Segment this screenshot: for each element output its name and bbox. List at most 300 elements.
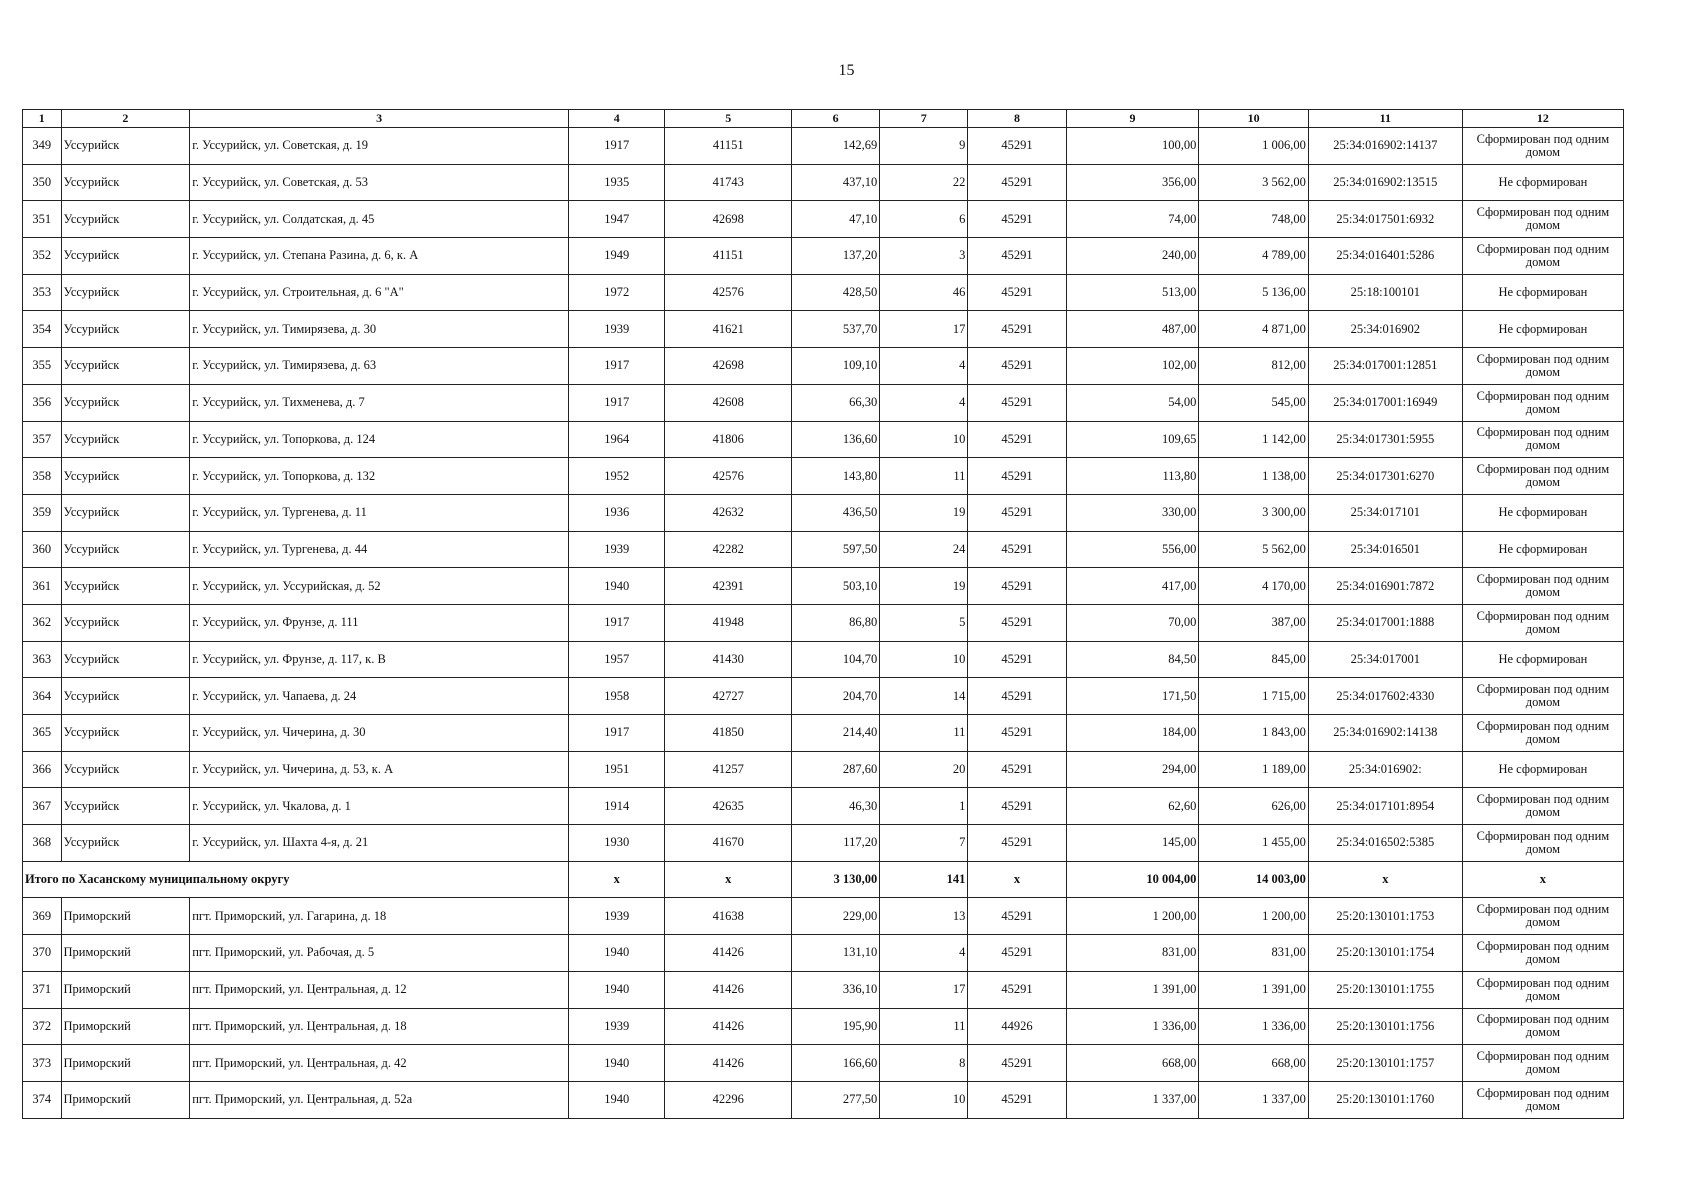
table-cell: 25:20:130101:1760 — [1308, 1081, 1462, 1118]
table-row — [23, 531, 1624, 568]
table-body-primorsky — [23, 898, 1624, 1118]
table-row — [23, 788, 1624, 825]
table-cell: 355 — [23, 348, 62, 385]
table-cell: 4 — [880, 935, 968, 972]
column-header: 8 — [968, 110, 1066, 128]
table-cell: 351 — [23, 201, 62, 238]
table-cell: Не сформирован — [1462, 641, 1623, 678]
table-cell: пгт. Приморский, ул. Рабочая, д. 5 — [190, 935, 569, 972]
table-cell: 5 — [880, 604, 968, 641]
table-row — [23, 164, 1624, 201]
page-number: 15 — [838, 62, 855, 79]
table-cell: 1917 — [569, 128, 665, 165]
table-cell: 25:34:017301:5955 — [1308, 421, 1462, 458]
table-body-ussuriysk — [23, 128, 1624, 862]
table-cell: 4 170,00 — [1199, 568, 1308, 605]
table-cell: 831,00 — [1199, 935, 1308, 972]
table-cell: г. Уссурийск, ул. Советская, д. 19 — [190, 128, 569, 165]
table-cell: 214,40 — [792, 715, 880, 752]
table-cell: г. Уссурийск, ул. Чичерина, д. 30 — [190, 715, 569, 752]
table-cell: 45291 — [968, 274, 1066, 311]
table-cell: 4 — [880, 384, 968, 421]
table-cell: 1939 — [569, 311, 665, 348]
table-cell: 19 — [880, 494, 968, 531]
table-cell: 10 — [880, 421, 968, 458]
table-cell: 113,80 — [1066, 458, 1199, 495]
table-cell: Не сформирован — [1462, 164, 1623, 201]
table-cell: 556,00 — [1066, 531, 1199, 568]
table-cell: 350 — [23, 164, 62, 201]
table-cell: 361 — [23, 568, 62, 605]
table-cell: 47,10 — [792, 201, 880, 238]
table-cell: 45291 — [968, 825, 1066, 862]
table-cell: 668,00 — [1199, 1045, 1308, 1082]
table-cell: 42391 — [665, 568, 792, 605]
table-cell: пгт. Приморский, ул. Гагарина, д. 18 — [190, 898, 569, 935]
table-cell: г. Уссурийск, ул. Фрунзе, д. 117, к. В — [190, 641, 569, 678]
table-cell: 41621 — [665, 311, 792, 348]
table-cell: 45291 — [968, 494, 1066, 531]
table-row — [23, 494, 1624, 531]
table-cell: 45291 — [968, 1081, 1066, 1118]
table-cell: 1951 — [569, 751, 665, 788]
table-cell: 1940 — [569, 935, 665, 972]
total-label: Итого по Хасанскому муниципальному округу — [23, 861, 569, 898]
table-cell: 25:20:130101:1757 — [1308, 1045, 1462, 1082]
table-cell: 11 — [880, 458, 968, 495]
table-cell: 8 — [880, 1045, 968, 1082]
table-cell: 367 — [23, 788, 62, 825]
table-cell: 240,00 — [1066, 238, 1199, 275]
table-row — [23, 1081, 1624, 1118]
table-cell: Уссурийск — [61, 604, 190, 641]
table-cell: Уссурийск — [61, 788, 190, 825]
table-cell: 352 — [23, 238, 62, 275]
table-cell: 41638 — [665, 898, 792, 935]
total-cell: 14 003,00 — [1199, 861, 1308, 898]
table-cell: 45291 — [968, 201, 1066, 238]
table-cell: Приморский — [61, 935, 190, 972]
table-cell: 428,50 — [792, 274, 880, 311]
table-cell: 25:34:016901:7872 — [1308, 568, 1462, 605]
table-cell: 25:34:016401:5286 — [1308, 238, 1462, 275]
table-cell: Уссурийск — [61, 384, 190, 421]
table-cell: 45291 — [968, 788, 1066, 825]
column-header: 2 — [61, 110, 190, 128]
table-cell: 42296 — [665, 1081, 792, 1118]
column-header: 10 — [1199, 110, 1308, 128]
table-cell: 25:20:130101:1753 — [1308, 898, 1462, 935]
table-cell: 45291 — [968, 384, 1066, 421]
table-cell: 24 — [880, 531, 968, 568]
table-cell: 45291 — [968, 604, 1066, 641]
table-cell: Уссурийск — [61, 164, 190, 201]
column-header: 1 — [23, 110, 62, 128]
table-cell: 1936 — [569, 494, 665, 531]
table-cell: 137,20 — [792, 238, 880, 275]
table-cell: 166,60 — [792, 1045, 880, 1082]
table-cell: 1 — [880, 788, 968, 825]
table-cell: 42576 — [665, 458, 792, 495]
table-cell: Уссурийск — [61, 238, 190, 275]
table-cell: 358 — [23, 458, 62, 495]
column-header: 9 — [1066, 110, 1199, 128]
table-cell: 45291 — [968, 641, 1066, 678]
table-cell: 25:34:017001:12851 — [1308, 348, 1462, 385]
table-row — [23, 421, 1624, 458]
table-cell: г. Уссурийск, ул. Чапаева, д. 24 — [190, 678, 569, 715]
table-cell: 22 — [880, 164, 968, 201]
table-cell: 3 — [880, 238, 968, 275]
table-cell: 86,80 — [792, 604, 880, 641]
table-cell: г. Уссурийск, ул. Советская, д. 53 — [190, 164, 569, 201]
table-cell: Не сформирован — [1462, 311, 1623, 348]
table-cell: 1 455,00 — [1199, 825, 1308, 862]
table-cell: Сформирован под одним домом — [1462, 458, 1623, 495]
table-cell: 1 336,00 — [1066, 1008, 1199, 1045]
total-row — [23, 861, 1624, 898]
table-cell: г. Уссурийск, ул. Тихменева, д. 7 — [190, 384, 569, 421]
table-row — [23, 971, 1624, 1008]
table-row — [23, 751, 1624, 788]
table-cell: 748,00 — [1199, 201, 1308, 238]
table-row — [23, 238, 1624, 275]
table-cell: 45291 — [968, 348, 1066, 385]
table-cell: 20 — [880, 751, 968, 788]
column-header: 4 — [569, 110, 665, 128]
table-cell: 373 — [23, 1045, 62, 1082]
table-cell: 25:34:017602:4330 — [1308, 678, 1462, 715]
table-cell: 360 — [23, 531, 62, 568]
table-cell: 41151 — [665, 238, 792, 275]
table-cell: 142,69 — [792, 128, 880, 165]
registry-table — [22, 109, 1624, 1119]
table-cell: 1 142,00 — [1199, 421, 1308, 458]
table-cell: 1939 — [569, 898, 665, 935]
table-cell: г. Уссурийск, ул. Солдатская, д. 45 — [190, 201, 569, 238]
table-cell: 417,00 — [1066, 568, 1199, 605]
table-cell: 25:34:016902 — [1308, 311, 1462, 348]
table-cell: 11 — [880, 1008, 968, 1045]
table-cell: г. Уссурийск, ул. Тимирязева, д. 30 — [190, 311, 569, 348]
table-cell: 10 — [880, 641, 968, 678]
total-cell: x — [569, 861, 665, 898]
table-cell: 25:34:016902: — [1308, 751, 1462, 788]
table-cell: Сформирован под одним домом — [1462, 421, 1623, 458]
table-cell: 41806 — [665, 421, 792, 458]
table-cell: Уссурийск — [61, 128, 190, 165]
table-cell: 145,00 — [1066, 825, 1199, 862]
table-cell: г. Уссурийск, ул. Тимирязева, д. 63 — [190, 348, 569, 385]
table-cell: 4 789,00 — [1199, 238, 1308, 275]
table-cell: 294,00 — [1066, 751, 1199, 788]
table-cell: Уссурийск — [61, 678, 190, 715]
table-cell: 356 — [23, 384, 62, 421]
column-header: 5 — [665, 110, 792, 128]
table-cell: 1972 — [569, 274, 665, 311]
table-cell: 54,00 — [1066, 384, 1199, 421]
table-cell: 25:34:017001:16949 — [1308, 384, 1462, 421]
table-cell: Уссурийск — [61, 751, 190, 788]
table-cell: 10 — [880, 1081, 968, 1118]
table-cell: 4 871,00 — [1199, 311, 1308, 348]
table-cell: 369 — [23, 898, 62, 935]
table-row — [23, 715, 1624, 752]
table-row — [23, 678, 1624, 715]
table-cell: 330,00 — [1066, 494, 1199, 531]
table-row — [23, 898, 1624, 935]
table-cell: 45291 — [968, 568, 1066, 605]
table-cell: 45291 — [968, 1045, 1066, 1082]
table-cell: 41426 — [665, 1008, 792, 1045]
table-cell: 109,10 — [792, 348, 880, 385]
table-cell: Сформирован под одним домом — [1462, 788, 1623, 825]
table-row — [23, 311, 1624, 348]
column-number-row — [23, 110, 1624, 128]
table-cell: 25:20:130101:1754 — [1308, 935, 1462, 972]
table-cell: Уссурийск — [61, 274, 190, 311]
table-cell: 1 715,00 — [1199, 678, 1308, 715]
table-cell: 831,00 — [1066, 935, 1199, 972]
table-cell: 14 — [880, 678, 968, 715]
table-cell: 41426 — [665, 971, 792, 1008]
table-cell: 102,00 — [1066, 348, 1199, 385]
table-cell: 365 — [23, 715, 62, 752]
table-cell: Уссурийск — [61, 531, 190, 568]
table-cell: 25:34:016902:14137 — [1308, 128, 1462, 165]
table-cell: 42608 — [665, 384, 792, 421]
table-cell: Уссурийск — [61, 458, 190, 495]
table-cell: 74,00 — [1066, 201, 1199, 238]
table-cell: 1917 — [569, 715, 665, 752]
table-cell: Уссурийск — [61, 568, 190, 605]
table-cell: Уссурийск — [61, 201, 190, 238]
table-cell: 204,70 — [792, 678, 880, 715]
table-row — [23, 935, 1624, 972]
table-cell: 131,10 — [792, 935, 880, 972]
table-cell: 370 — [23, 935, 62, 972]
table-cell: 25:34:016902:13515 — [1308, 164, 1462, 201]
table-row — [23, 201, 1624, 238]
table-cell: Не сформирован — [1462, 274, 1623, 311]
table-cell: 1940 — [569, 1045, 665, 1082]
column-header: 3 — [190, 110, 569, 128]
table-cell: 3 300,00 — [1199, 494, 1308, 531]
table-cell: 364 — [23, 678, 62, 715]
table-row — [23, 458, 1624, 495]
table-cell: 17 — [880, 311, 968, 348]
table-cell: 1930 — [569, 825, 665, 862]
table-cell: 62,60 — [1066, 788, 1199, 825]
table-cell: 812,00 — [1199, 348, 1308, 385]
table-cell: 41430 — [665, 641, 792, 678]
table-cell: 545,00 — [1199, 384, 1308, 421]
table-cell: Приморский — [61, 1008, 190, 1045]
table-cell: 42727 — [665, 678, 792, 715]
table-cell: 11 — [880, 715, 968, 752]
table-cell: г. Уссурийск, ул. Чичерина, д. 53, к. А — [190, 751, 569, 788]
table-cell: 42698 — [665, 348, 792, 385]
table-cell: 25:34:017501:6932 — [1308, 201, 1462, 238]
table-cell: 25:34:017001 — [1308, 641, 1462, 678]
table-cell: г. Уссурийск, ул. Тургенева, д. 44 — [190, 531, 569, 568]
column-header: 6 — [792, 110, 880, 128]
table-cell: 436,50 — [792, 494, 880, 531]
table-cell: 1940 — [569, 1081, 665, 1118]
table-row — [23, 568, 1624, 605]
table-cell: 42698 — [665, 201, 792, 238]
table-cell: Приморский — [61, 971, 190, 1008]
table-cell: 4 — [880, 348, 968, 385]
table-cell: г. Уссурийск, ул. Топоркова, д. 124 — [190, 421, 569, 458]
table-cell: 372 — [23, 1008, 62, 1045]
table-cell: 5 136,00 — [1199, 274, 1308, 311]
table-cell: 5 562,00 — [1199, 531, 1308, 568]
table-cell: 1917 — [569, 384, 665, 421]
table-cell: 1 336,00 — [1199, 1008, 1308, 1045]
table-cell: 42282 — [665, 531, 792, 568]
table-cell: Сформирован под одним домом — [1462, 1008, 1623, 1045]
table-cell: 46 — [880, 274, 968, 311]
table-cell: 1 006,00 — [1199, 128, 1308, 165]
table-cell: 1939 — [569, 1008, 665, 1045]
total-cell: 10 004,00 — [1066, 861, 1199, 898]
table-cell: 6 — [880, 201, 968, 238]
table-cell: 104,70 — [792, 641, 880, 678]
table-cell: Уссурийск — [61, 421, 190, 458]
table-cell: 45291 — [968, 164, 1066, 201]
table-row — [23, 128, 1624, 165]
table-cell: 1939 — [569, 531, 665, 568]
table-row — [23, 641, 1624, 678]
table-cell: 25:34:016902:14138 — [1308, 715, 1462, 752]
table-cell: 45291 — [968, 128, 1066, 165]
table-cell: 70,00 — [1066, 604, 1199, 641]
table-cell: 45291 — [968, 311, 1066, 348]
table-cell: 41426 — [665, 935, 792, 972]
table-cell: 46,30 — [792, 788, 880, 825]
table-cell: 143,80 — [792, 458, 880, 495]
table-cell: 362 — [23, 604, 62, 641]
table-cell: 1 337,00 — [1199, 1081, 1308, 1118]
table-cell: 357 — [23, 421, 62, 458]
table-cell: пгт. Приморский, ул. Центральная, д. 18 — [190, 1008, 569, 1045]
table-cell: 25:20:130101:1755 — [1308, 971, 1462, 1008]
column-header: 11 — [1308, 110, 1462, 128]
table-cell: 45291 — [968, 421, 1066, 458]
table-cell: 7 — [880, 825, 968, 862]
table-cell: 84,50 — [1066, 641, 1199, 678]
table-cell: 25:34:016501 — [1308, 531, 1462, 568]
table-cell: 45291 — [968, 238, 1066, 275]
table-cell: 1914 — [569, 788, 665, 825]
table-cell: Не сформирован — [1462, 531, 1623, 568]
table-cell: 41151 — [665, 128, 792, 165]
table-cell: пгт. Приморский, ул. Центральная, д. 52а — [190, 1081, 569, 1118]
table-cell: Сформирован под одним домом — [1462, 201, 1623, 238]
table-total — [23, 861, 1624, 898]
table-cell: г. Уссурийск, ул. Чкалова, д. 1 — [190, 788, 569, 825]
table-cell: Не сформирован — [1462, 494, 1623, 531]
table-cell: 42635 — [665, 788, 792, 825]
table-cell: 1 200,00 — [1199, 898, 1308, 935]
table-cell: 45291 — [968, 531, 1066, 568]
table-cell: 45291 — [968, 935, 1066, 972]
table-cell: 597,50 — [792, 531, 880, 568]
table-cell: 366 — [23, 751, 62, 788]
table-cell: 25:34:017001:1888 — [1308, 604, 1462, 641]
table-cell: 1935 — [569, 164, 665, 201]
table-cell: пгт. Приморский, ул. Центральная, д. 12 — [190, 971, 569, 1008]
table-cell: 1940 — [569, 568, 665, 605]
table-cell: Сформирован под одним домом — [1462, 1045, 1623, 1082]
table-cell: 537,70 — [792, 311, 880, 348]
column-header: 12 — [1462, 110, 1623, 128]
table-cell: 42576 — [665, 274, 792, 311]
table-cell: Уссурийск — [61, 348, 190, 385]
table-cell: Сформирован под одним домом — [1462, 935, 1623, 972]
table-cell: 513,00 — [1066, 274, 1199, 311]
table-cell: 349 — [23, 128, 62, 165]
table-cell: г. Уссурийск, ул. Степана Разина, д. 6, к. А — [190, 238, 569, 275]
table-cell: 1917 — [569, 604, 665, 641]
table-cell: г. Уссурийск, ул. Строительная, д. 6 "А" — [190, 274, 569, 311]
table-cell: 45291 — [968, 751, 1066, 788]
table-cell: 42632 — [665, 494, 792, 531]
table-cell: 45291 — [968, 971, 1066, 1008]
table-row — [23, 825, 1624, 862]
table-cell: 25:34:017101 — [1308, 494, 1462, 531]
table-cell: Сформирован под одним домом — [1462, 678, 1623, 715]
table-cell: 353 — [23, 274, 62, 311]
table-cell: Уссурийск — [61, 641, 190, 678]
table-cell: 184,00 — [1066, 715, 1199, 752]
table-cell: 368 — [23, 825, 62, 862]
table-cell: 1 189,00 — [1199, 751, 1308, 788]
table-cell: 1940 — [569, 971, 665, 1008]
table-cell: г. Уссурийск, ул. Уссурийская, д. 52 — [190, 568, 569, 605]
table-cell: Сформирован под одним домом — [1462, 715, 1623, 752]
table-cell: 13 — [880, 898, 968, 935]
table-cell: 1952 — [569, 458, 665, 495]
table-cell: 41257 — [665, 751, 792, 788]
table-cell: 100,00 — [1066, 128, 1199, 165]
table-cell: 41743 — [665, 164, 792, 201]
table-cell: 1949 — [569, 238, 665, 275]
table-cell: 1957 — [569, 641, 665, 678]
table-cell: 1 337,00 — [1066, 1081, 1199, 1118]
table-cell: 9 — [880, 128, 968, 165]
table-row — [23, 1008, 1624, 1045]
table-cell: 41426 — [665, 1045, 792, 1082]
table-cell: 437,10 — [792, 164, 880, 201]
table-cell: Сформирован под одним домом — [1462, 568, 1623, 605]
table-cell: 195,90 — [792, 1008, 880, 1045]
table-cell: пгт. Приморский, ул. Центральная, д. 42 — [190, 1045, 569, 1082]
table-cell: 45291 — [968, 898, 1066, 935]
table-cell: 45291 — [968, 715, 1066, 752]
total-cell: x — [1462, 861, 1623, 898]
table-cell: 387,00 — [1199, 604, 1308, 641]
table-cell: Сформирован под одним домом — [1462, 348, 1623, 385]
table-cell: 66,30 — [792, 384, 880, 421]
table-cell: Приморский — [61, 1081, 190, 1118]
table-cell: 1 200,00 — [1066, 898, 1199, 935]
table-cell: 354 — [23, 311, 62, 348]
table-cell: 487,00 — [1066, 311, 1199, 348]
table-cell: 503,10 — [792, 568, 880, 605]
table-cell: Сформирован под одним домом — [1462, 971, 1623, 1008]
